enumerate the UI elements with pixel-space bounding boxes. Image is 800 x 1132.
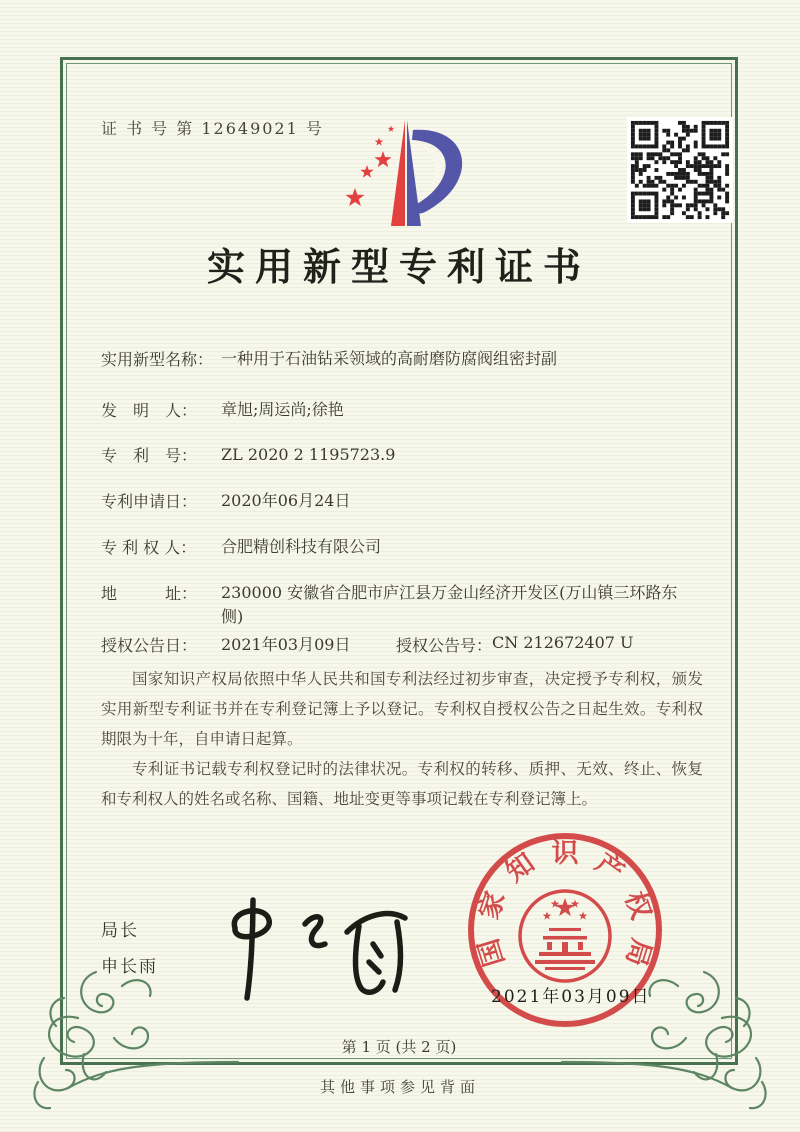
- legal-paragraph-1: 国家知识产权局依照中华人民共和国专利法经过初步审查，决定授予专利权，颁发实用新型专利证书并在专利登记簿上予以登记。专利权自授权公告之日起生效。专利权期限为十年，自申请日起算。: [101, 670, 703, 748]
- field-row-inventor: [101, 398, 703, 422]
- commissioner-title: 局长: [101, 921, 139, 941]
- corner-flourish-icon: [26, 966, 241, 1116]
- field-value: 2021年03月09日: [221, 635, 351, 654]
- page-number: 第 1 页 (共 2 页): [341, 1038, 457, 1056]
- qr-code-icon: [627, 117, 733, 223]
- grant-number-pair: [396, 633, 634, 656]
- field-value: 230000 安徽省合肥市庐江县万金山经济开发区(万山镇三环路东侧): [221, 583, 678, 626]
- commissioner-name: 申长雨: [101, 957, 158, 977]
- field-row-name: [101, 347, 703, 371]
- seal-date: 2021年03月09日: [491, 987, 651, 1007]
- svg-text:产: 产: [589, 847, 630, 889]
- field-value: 2020年06月24日: [221, 491, 351, 510]
- cnipa-logo-icon: [333, 116, 479, 232]
- field-label: 专 利 号：: [101, 446, 198, 465]
- field-value: CN 212672407 U: [492, 633, 634, 652]
- field-label: 发 明 人：: [101, 401, 198, 420]
- field-row-patentee: [101, 535, 703, 559]
- field-value: 章旭;周运尚;徐艳: [221, 400, 344, 419]
- field-row-grant: [101, 633, 703, 657]
- svg-text:权: 权: [618, 887, 657, 924]
- svg-text:家: 家: [473, 887, 512, 924]
- field-label: 实用新型名称：: [101, 350, 214, 369]
- field-value: 一种用于石油钻采领域的高耐磨防腐阀组密封副: [221, 349, 558, 368]
- field-row-filing-date: [101, 489, 703, 513]
- legal-paragraph-2: 专利证书记载专利权登记时的法律状况。专利权的转移、质押、无效、终止、恢复和专利权人的姓名或名称、国籍、地址变更等事项记载在专利登记簿上。: [101, 760, 703, 808]
- certificate-number: 证 书 号 第 12649021 号: [101, 119, 324, 138]
- svg-text:知: 知: [500, 847, 541, 889]
- field-row-address: [101, 581, 703, 629]
- signature-handwriting-icon: [215, 892, 435, 1007]
- field-value: 合肥精创科技有限公司: [221, 537, 382, 556]
- svg-text:局: 局: [619, 934, 657, 970]
- field-value: ZL 2020 2 1195723.9: [221, 445, 396, 464]
- legal-paragraphs: [101, 664, 703, 814]
- back-side-note: 其他事项参见背面: [319, 1078, 480, 1096]
- field-row-patent-no: [101, 443, 703, 467]
- field-label: 专利申请日：: [101, 492, 198, 511]
- certificate-title: 实用新型专利证书: [206, 244, 591, 289]
- field-label: 地 址：: [101, 584, 198, 603]
- svg-text:国: 国: [473, 934, 511, 970]
- field-label: 授权公告日：: [101, 636, 198, 655]
- svg-text:识: 识: [551, 838, 579, 869]
- certificate-border-frame: [66, 63, 732, 1059]
- field-label: 专 利 权 人：: [101, 538, 197, 557]
- field-label: 授权公告号：: [396, 636, 493, 655]
